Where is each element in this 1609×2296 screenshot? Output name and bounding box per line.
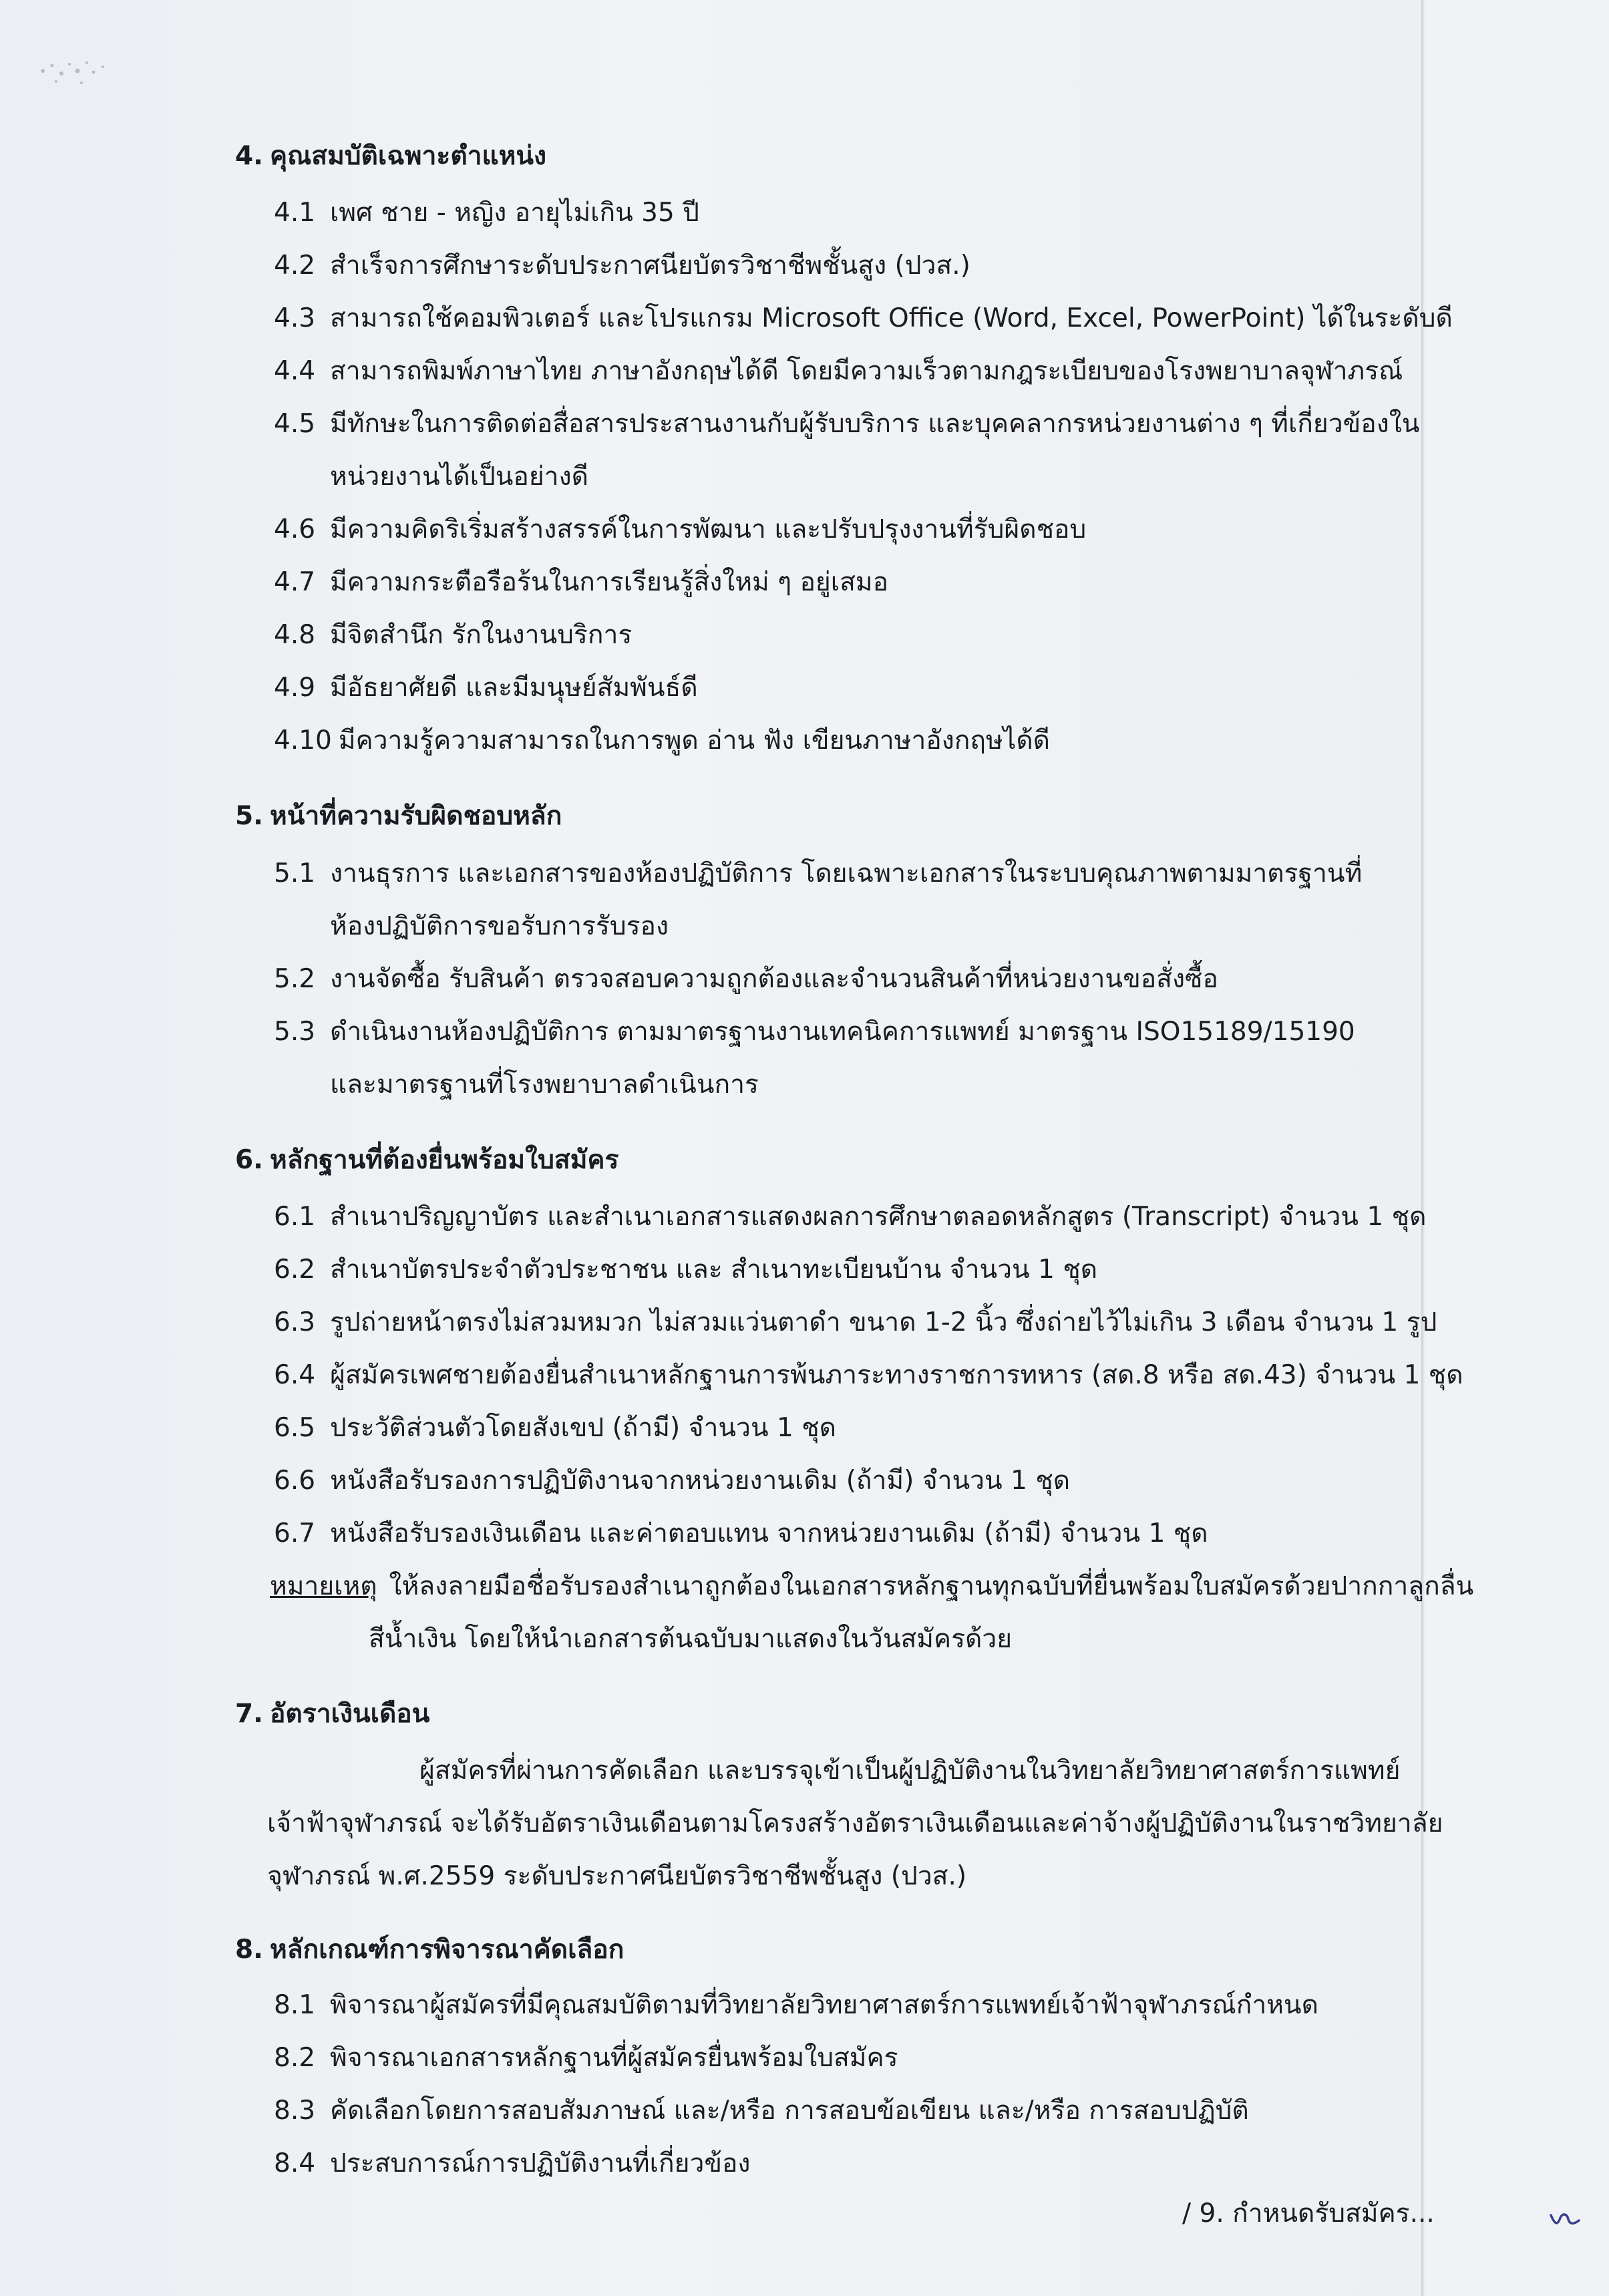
salary-paragraph-line: จุฬาภรณ์ พ.ศ.2559 ระดับประกาศนียบัตรวิชาชีพชั้นสูง (ปวส.) — [267, 1861, 967, 1891]
list-item: 6.2 สำเนาบัตรประจำตัวประชาชน และ สำเนาทะเบียนบ้าน จำนวน 1 ชุด — [274, 1255, 1098, 1285]
list-item: 5.3 ดำเนินงานห้องปฏิบัติการ ตามมาตรฐานงานเทคนิคการแพทย์ มาตรฐาน ISO15189/15190 — [274, 1017, 1355, 1047]
handwritten-pen-mark — [1548, 2210, 1582, 2230]
list-item: 4.9 มีอัธยาศัยดี และมีมนุษย์สัมพันธ์ดี — [274, 673, 698, 703]
list-item: 4.5 มีทักษะในการติดต่อสื่อสารประสานงานกับผู้รับบริการ และบุคคลากรหน่วยงานต่าง ๆ ที่เกี่ยวข้องใน — [274, 409, 1420, 439]
salary-paragraph-line: เจ้าฟ้าจุฬาภรณ์ จะได้รับอัตราเงินเดือนตามโครงสร้างอัตราเงินเดือนและค่าจ้างผู้ปฏิบัติงานในราชวิทยาลัย — [267, 1808, 1443, 1838]
list-item: 8.3 คัดเลือกโดยการสอบสัมภาษณ์ และ/หรือ การสอบข้อเขียน และ/หรือ การสอบปฏิบัติ — [274, 2096, 1249, 2126]
list-item: 6.3 รูปถ่ายหน้าตรงไม่สวมหมวก ไม่สวมแว่นตาดำ ขนาด 1-2 นิ้ว ซึ่งถ่ายไว้ไม่เกิน 3 เดือน จำนวน 1 รูป — [274, 1307, 1437, 1337]
note-continuation: สีน้ำเงิน โดยให้นำเอกสารต้นฉบับมาแสดงในวันสมัครด้วย — [369, 1624, 1013, 1654]
list-item-continuation: ห้องปฏิบัติการขอรับการรับรอง — [330, 911, 669, 941]
note-line: หมายเหตุ ให้ลงลายมือชื่อรับรองสำเนาถูกต้องในเอกสารหลักฐานทุกฉบับที่ยื่นพร้อมใบสมัครด้วยปากกาลูกลื่น — [270, 1571, 1474, 1601]
list-item: 4.3 สามารถใช้คอมพิวเตอร์ และโปรแกรม Microsoft Office (Word, Excel, PowerPoint) ได้ในระดับดี — [274, 303, 1453, 333]
note-label: หมายเหตุ — [270, 1571, 377, 1601]
list-item: 4.7 มีความกระตือรือร้นในการเรียนรู้สิ่งใหม่ ๆ อยู่เสมอ — [274, 567, 889, 597]
section-7-heading: 7. อัตราเงินเดือน — [235, 1699, 430, 1729]
list-item: 5.1 งานธุรการ และเอกสารของห้องปฏิบัติการ โดยเฉพาะเอกสารในระบบคุณภาพตามมาตรฐานที่ — [274, 858, 1363, 888]
list-item: 4.4 สามารถพิมพ์ภาษาไทย ภาษาอังกฤษได้ดี โดยมีความเร็วตามกฎระเบียบของโรงพยาบาลจุฬาภรณ์ — [274, 356, 1403, 386]
list-item: 4.1 เพศ ชาย - หญิง อายุไม่เกิน 35 ปี — [274, 198, 699, 228]
list-item: 6.7 หนังสือรับรองเงินเดือน และค่าตอบแทน จากหน่วยงานเดิม (ถ้ามี) จำนวน 1 ชุด — [274, 1518, 1208, 1548]
section-5-heading: 5. หน้าที่ความรับผิดชอบหลัก — [235, 801, 562, 831]
list-item-continuation: และมาตรฐานที่โรงพยาบาลดำเนินการ — [330, 1070, 759, 1100]
list-item: 6.5 ประวัติส่วนตัวโดยสังเขป (ถ้ามี) จำนวน 1 ชุด — [274, 1413, 837, 1443]
list-item-continuation: หน่วยงานได้เป็นอย่างดี — [330, 462, 588, 492]
list-item: 8.2 พิจารณาเอกสารหลักฐานที่ผู้สมัครยื่นพร้อมใบสมัคร — [274, 2043, 898, 2073]
continuation-footer: / 9. กำหนดรับสมัคร... — [1182, 2198, 1435, 2229]
list-item: 8.4 ประสบการณ์การปฏิบัติงานที่เกี่ยวข้อง — [274, 2148, 751, 2178]
salary-paragraph-line: ผู้สมัครที่ผ่านการคัดเลือก และบรรจุเข้าเป็นผู้ปฏิบัติงานในวิทยาลัยวิทยาศาสตร์การแพทย์ — [419, 1756, 1401, 1786]
section-4-heading: 4. คุณสมบัติเฉพาะตำแหน่ง — [235, 141, 547, 171]
list-item: 4.10 มีความรู้ความสามารถในการพูด อ่าน ฟัง เขียนภาษาอังกฤษได้ดี — [274, 725, 1050, 756]
list-item: 4.2 สำเร็จการศึกษาระดับประกาศนียบัตรวิชาชีพชั้นสูง (ปวส.) — [274, 251, 970, 281]
list-item: 6.4 ผู้สมัครเพศชายต้องยื่นสำเนาหลักฐานการพ้นภาระทางราชการทหาร (สด.8 หรือ สด.43) จำนวน 1 ชุด — [274, 1360, 1463, 1390]
list-item: 5.2 งานจัดซื้อ รับสินค้า ตรวจสอบความถูกต้องและจำนวนสินค้าที่หน่วยงานขอสั่งซื้อ — [274, 964, 1218, 994]
list-item: 6.6 หนังสือรับรองการปฏิบัติงานจากหน่วยงานเดิม (ถ้ามี) จำนวน 1 ชุด — [274, 1466, 1071, 1496]
list-item: 4.8 มีจิตสำนึก รักในงานบริการ — [274, 620, 633, 650]
list-item: 8.1 พิจารณาผู้สมัครที่มีคุณสมบัติตามที่วิทยาลัยวิทยาศาสตร์การแพทย์เจ้าฟ้าจุฬาภรณ์กำหนด — [274, 1990, 1318, 2020]
section-6-heading: 6. หลักฐานที่ต้องยื่นพร้อมใบสมัคร — [235, 1145, 619, 1175]
section-8-heading: 8. หลักเกณฑ์การพิจารณาคัดเลือก — [235, 1935, 624, 1965]
list-item: 4.6 มีความคิดริเริ่มสร้างสรรค์ในการพัฒนา และปรับปรุงงานที่รับผิดชอบ — [274, 514, 1087, 544]
list-item: 6.1 สำเนาปริญญาบัตร และสำเนาเอกสารแสดงผลการศึกษาตลอดหลักสูตร (Transcript) จำนวน 1 ชุด — [274, 1202, 1427, 1232]
